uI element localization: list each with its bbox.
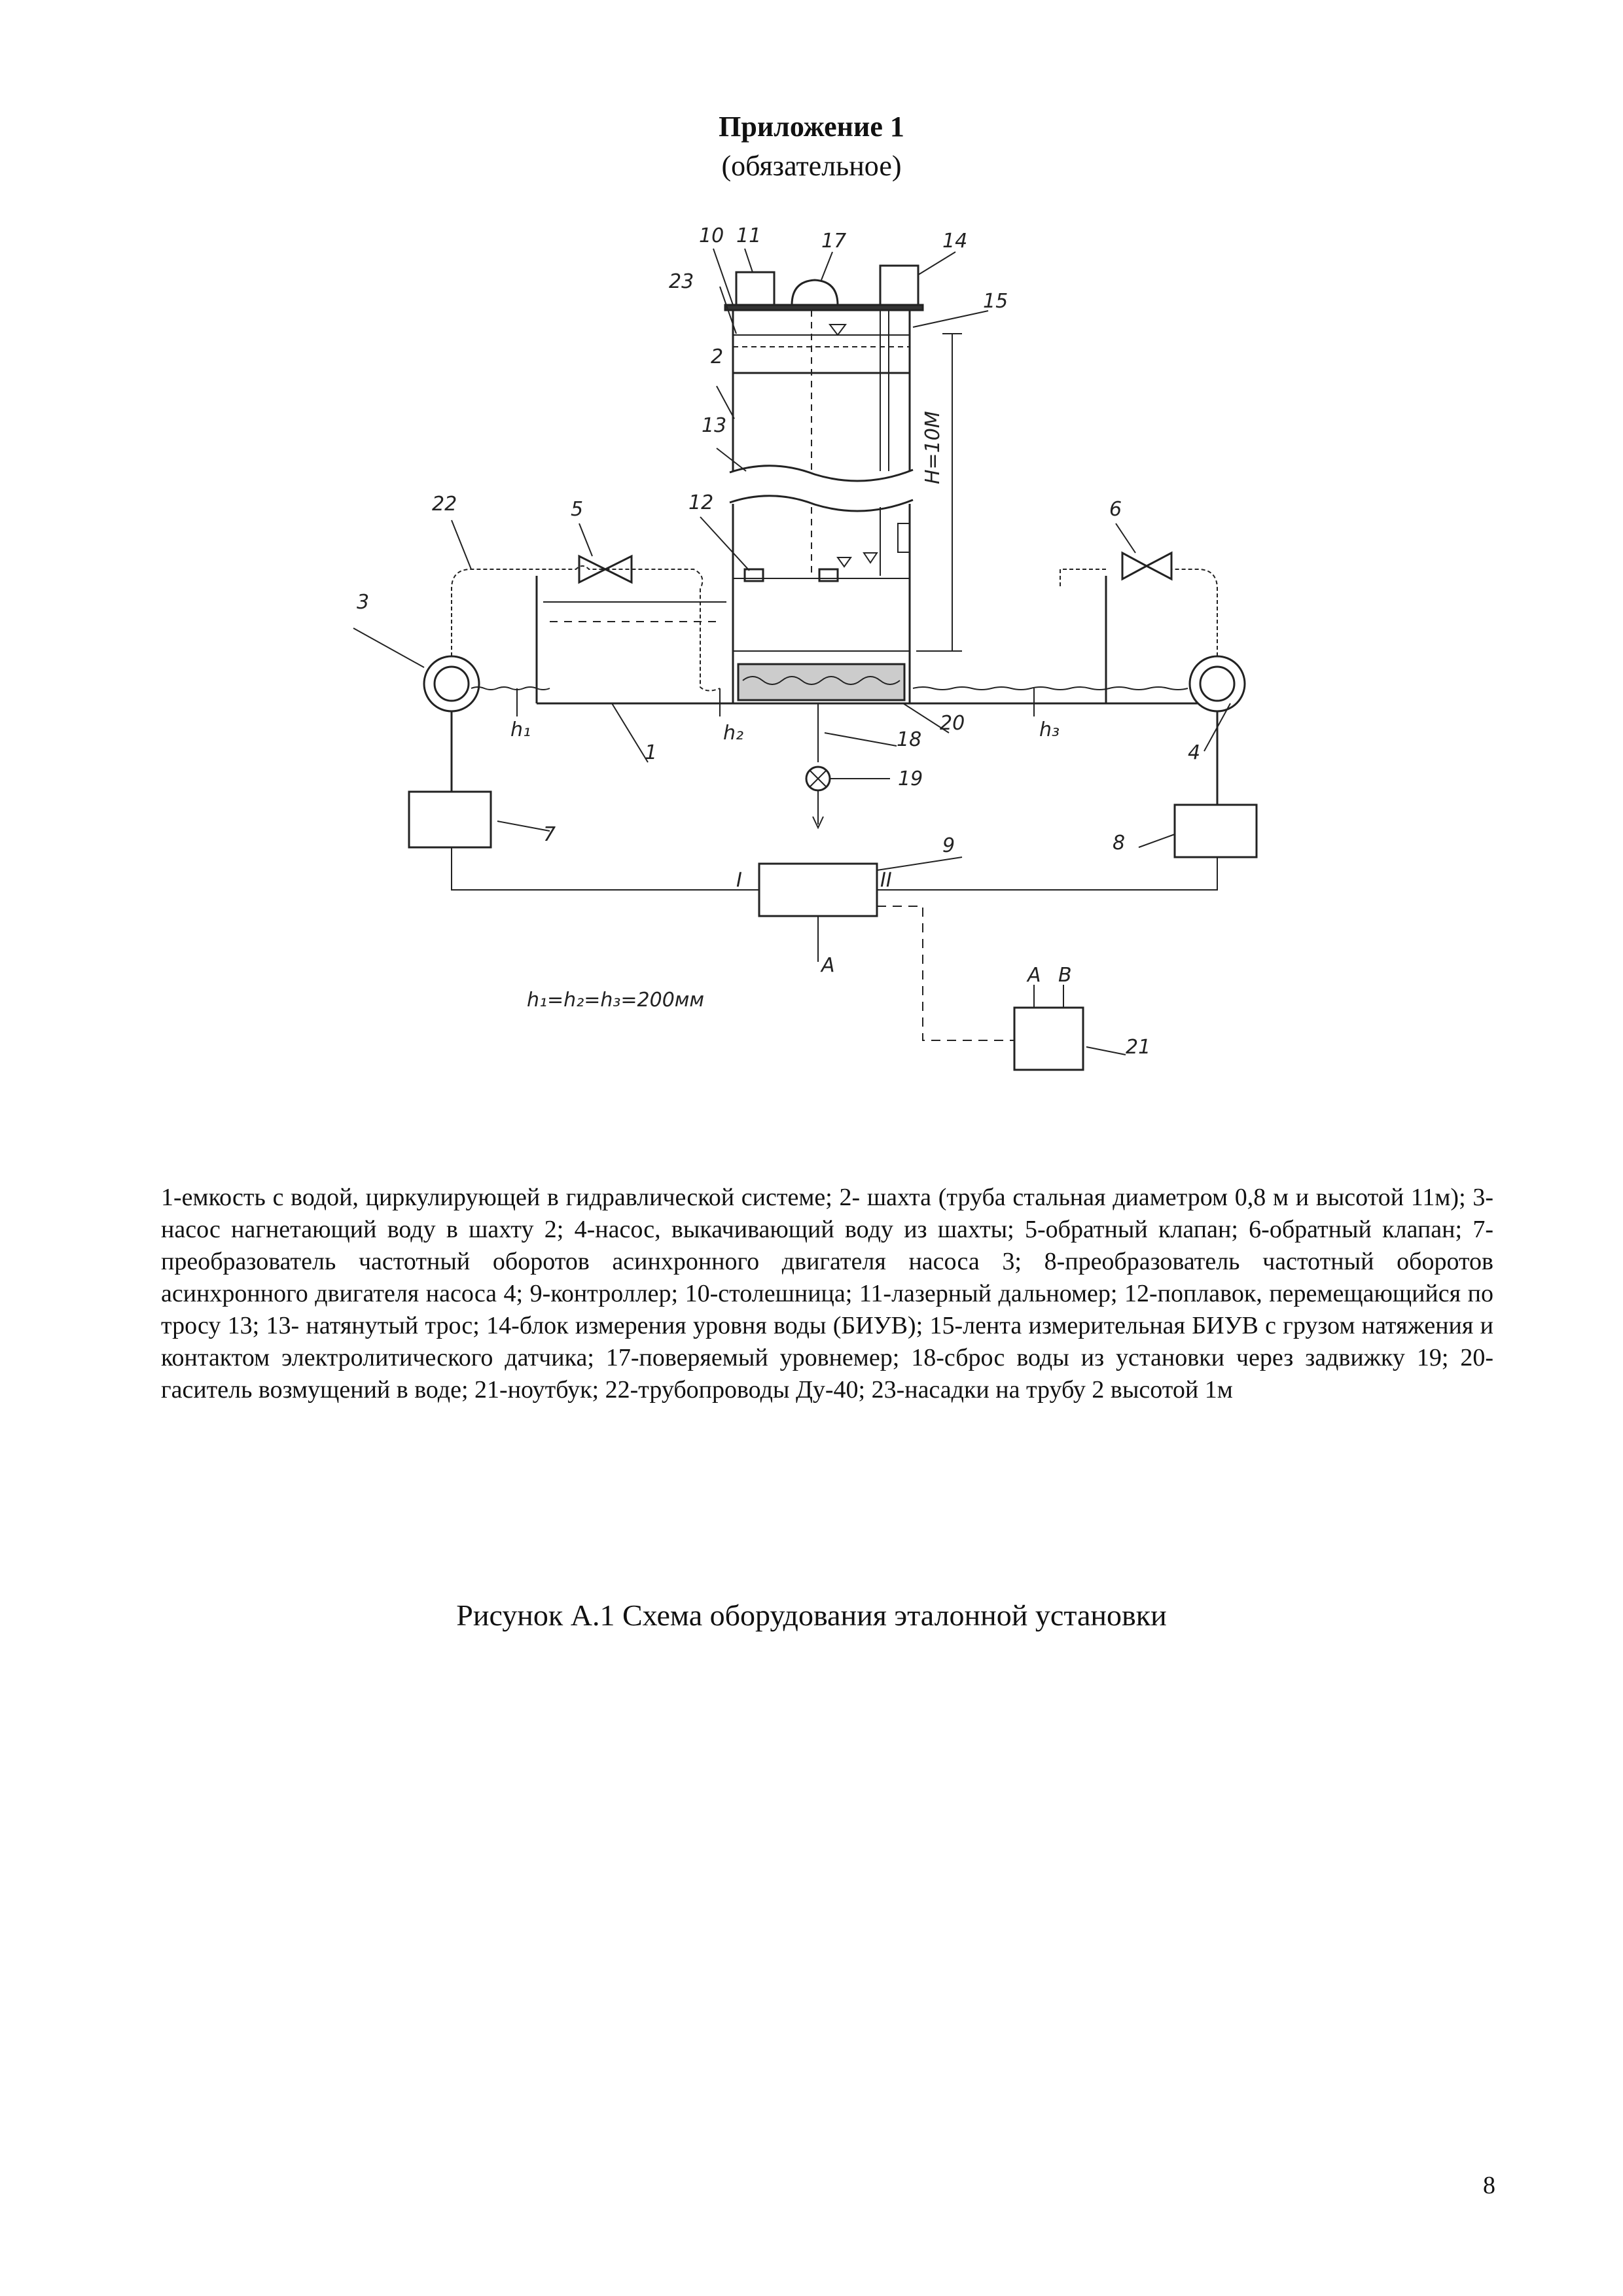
label-h-formula: h₁=h₂=h₃=200мм xyxy=(527,989,705,1012)
label-roman-2: II xyxy=(880,869,892,892)
label-18: 18 xyxy=(897,728,922,751)
appendix-title: Приложение 1 xyxy=(719,111,904,143)
label-23: 23 xyxy=(669,270,694,293)
level-gauge xyxy=(792,280,838,305)
equipment-scheme-diagram xyxy=(0,0,1623,1125)
label-22: 22 xyxy=(432,493,457,516)
label-h2: h₂ xyxy=(723,722,744,745)
label-height: H=10М xyxy=(921,411,944,484)
label-7: 7 xyxy=(543,823,556,846)
label-8: 8 xyxy=(1113,832,1126,855)
label-1: 1 xyxy=(645,741,658,764)
converter-7 xyxy=(409,792,491,847)
label-h1: h₁ xyxy=(510,718,531,741)
figure-caption: Рисунок А.1 Схема оборудования эталонной установки xyxy=(456,1598,1167,1632)
legend-text: 1-емкость с водой, циркулирующей в гидравлической системе; 2- шахта (труба стальная диаметром 0,8 м и высотой 11м); 3- насос нагнетающий воду в шахту 2; 4-насос, выкачивающий воду из шахты; 5-обратный клапан; 6-обратный клапан; 7-преобразователь частотный оборотов асинхронного двигателя насоса 3; 8-преобразователь частотный оборотов асинхронного двигателя насоса 4; 9-контроллер; 10-столешница; 11-лазерный дальномер; 12-поплавок, перемещающийся по тросу 13; 13- натянутый трос; 14-блок измерения уровня воды (БИУВ); 15-лента измерительная БИУВ с грузом натяжения и контактом электролитического датчика; 17-поверяемый уровнемер; 18-сброс воды из установки через задвижку 19; 20-гаситель возмущений в воде; 21-ноутбук; 22-трубопроводы Ду-40; 23-насадки на трубу 2 высотой 1м xyxy=(161,1184,1493,1404)
pipeline-22-left xyxy=(452,566,720,691)
label-12: 12 xyxy=(688,491,714,514)
label-21: 21 xyxy=(1126,1036,1151,1059)
pump-3 xyxy=(424,656,479,711)
label-14: 14 xyxy=(942,230,968,253)
label-19: 19 xyxy=(898,768,923,790)
disturbance-damper xyxy=(738,664,904,700)
label-20: 20 xyxy=(940,712,965,735)
label-15: 15 xyxy=(983,290,1008,313)
label-3: 3 xyxy=(357,591,370,614)
label-9: 9 xyxy=(942,834,955,857)
label-10: 10 xyxy=(699,224,724,247)
label-signal-a: А xyxy=(821,954,835,977)
biuv-block xyxy=(880,266,918,305)
label-signal-a-notebook: А xyxy=(1027,964,1041,987)
float xyxy=(745,569,763,581)
converter-8 xyxy=(1175,805,1257,857)
notebook-21 xyxy=(1014,1008,1083,1070)
check-valve-6 xyxy=(1122,553,1171,579)
label-4: 4 xyxy=(1188,741,1201,764)
label-roman-1: I xyxy=(736,869,742,892)
label-5: 5 xyxy=(571,498,584,521)
label-h3: h₃ xyxy=(1039,718,1060,741)
page-number: 8 xyxy=(1483,2172,1495,2199)
label-11: 11 xyxy=(736,224,762,247)
label-signal-b: В xyxy=(1058,964,1072,987)
label-2: 2 xyxy=(711,345,724,368)
check-valve-5 xyxy=(579,556,632,582)
label-13: 13 xyxy=(702,414,727,437)
appendix-subtitle: (обязательное) xyxy=(721,150,902,182)
controller-9 xyxy=(759,864,877,916)
laser-rangefinder xyxy=(736,272,774,305)
label-17: 17 xyxy=(821,230,847,253)
label-6: 6 xyxy=(1109,498,1122,521)
pump-4 xyxy=(1190,656,1245,711)
pipeline-22-right xyxy=(1060,569,1217,656)
